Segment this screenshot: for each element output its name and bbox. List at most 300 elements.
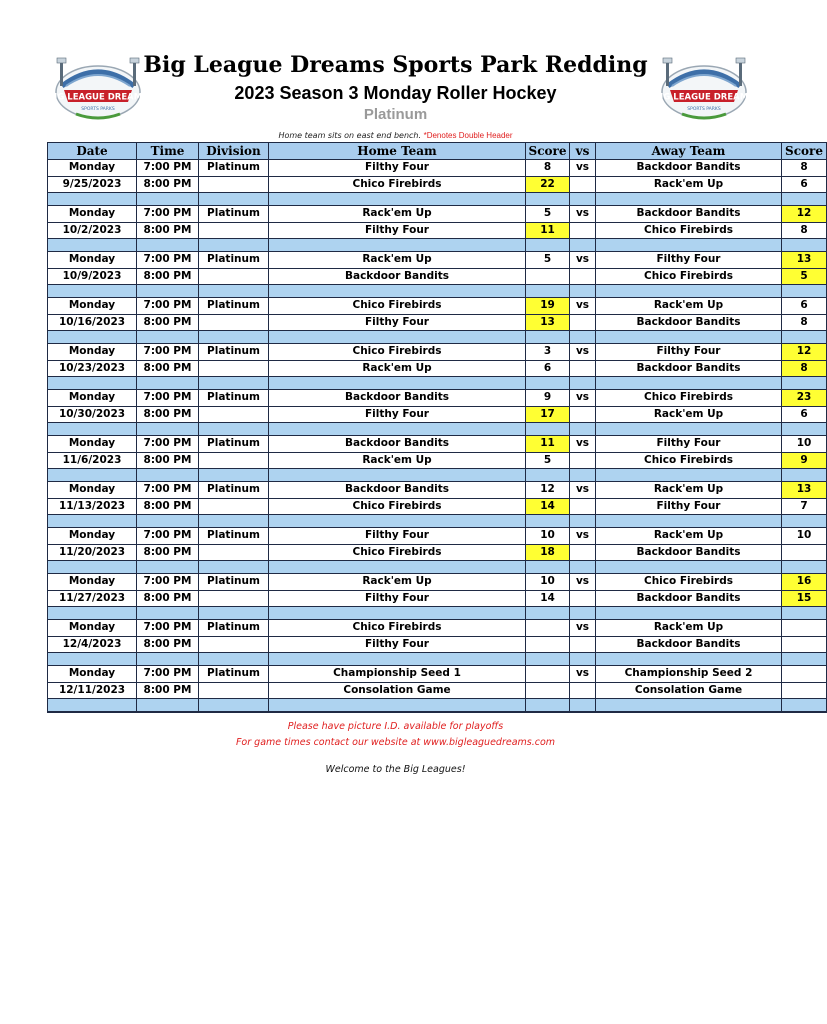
game-division bbox=[199, 636, 269, 653]
vs-label: vs bbox=[570, 528, 596, 545]
table-row bbox=[48, 222, 827, 239]
away-team: Backdoor Bandits bbox=[596, 314, 782, 331]
separator-cell bbox=[269, 423, 526, 436]
column-header-away-team: Away Team bbox=[596, 143, 782, 160]
separator-cell bbox=[137, 561, 199, 574]
game-time: 7:00 PM bbox=[137, 298, 199, 315]
game-division bbox=[199, 176, 269, 193]
home-score: 17 bbox=[526, 406, 570, 423]
away-team: Consolation Game bbox=[596, 682, 782, 699]
home-team: Rack'em Up bbox=[269, 206, 526, 223]
game-division bbox=[199, 590, 269, 607]
separator-cell bbox=[199, 239, 269, 252]
vs-label bbox=[570, 268, 596, 285]
home-team: Filthy Four bbox=[269, 160, 526, 177]
separator-cell bbox=[782, 331, 827, 344]
table-row bbox=[48, 528, 827, 545]
table-row bbox=[48, 498, 827, 515]
table-row bbox=[48, 314, 827, 331]
home-score: 8 bbox=[526, 160, 570, 177]
separator-cell bbox=[48, 653, 137, 666]
separator-cell bbox=[782, 193, 827, 206]
table-row bbox=[48, 436, 827, 453]
away-score: 16 bbox=[782, 574, 827, 591]
separator-cell bbox=[199, 561, 269, 574]
away-team: Rack'em Up bbox=[596, 482, 782, 499]
separator-cell bbox=[570, 653, 596, 666]
division-heading: Platinum bbox=[363, 106, 428, 123]
home-team: Rack'em Up bbox=[269, 452, 526, 469]
away-team: Backdoor Bandits bbox=[596, 590, 782, 607]
game-division: Platinum bbox=[199, 436, 269, 453]
game-date: 11/13/2023 bbox=[48, 498, 137, 515]
home-score bbox=[526, 666, 570, 683]
home-bench-note: Home team sits on east end bench. bbox=[278, 131, 422, 140]
table-row bbox=[48, 666, 827, 683]
game-date: Monday bbox=[48, 528, 137, 545]
game-date: Monday bbox=[48, 620, 137, 637]
home-score bbox=[526, 682, 570, 699]
separator-cell bbox=[782, 515, 827, 528]
game-date: 9/25/2023 bbox=[48, 176, 137, 193]
away-team: Championship Seed 2 bbox=[596, 666, 782, 683]
separator-cell bbox=[526, 515, 570, 528]
away-team: Backdoor Bandits bbox=[596, 160, 782, 177]
game-time: 7:00 PM bbox=[137, 666, 199, 683]
separator-cell bbox=[570, 285, 596, 298]
table-row bbox=[48, 406, 827, 423]
game-date: 11/27/2023 bbox=[48, 590, 137, 607]
separator-cell bbox=[137, 607, 199, 620]
separator-cell bbox=[269, 331, 526, 344]
page-title: Big League Dreams Sports Park Redding bbox=[143, 52, 648, 78]
separator-cell bbox=[596, 515, 782, 528]
away-team: Chico Firebirds bbox=[596, 390, 782, 407]
logo-sub-text: SPORTS PARKS bbox=[81, 107, 115, 112]
game-time: 8:00 PM bbox=[137, 682, 199, 699]
separator-cell bbox=[570, 469, 596, 482]
game-division bbox=[199, 314, 269, 331]
separator-cell bbox=[526, 699, 570, 713]
week-separator-row bbox=[48, 193, 827, 206]
separator-cell bbox=[596, 423, 782, 436]
separator-cell bbox=[48, 515, 137, 528]
home-team: Championship Seed 1 bbox=[269, 666, 526, 683]
away-score: 8 bbox=[782, 360, 827, 377]
separator-cell bbox=[596, 193, 782, 206]
away-score: 12 bbox=[782, 344, 827, 361]
away-team: Chico Firebirds bbox=[596, 574, 782, 591]
separator-cell bbox=[269, 515, 526, 528]
game-division: Platinum bbox=[199, 666, 269, 683]
week-separator-row bbox=[48, 561, 827, 574]
vs-label: vs bbox=[570, 390, 596, 407]
separator-cell bbox=[570, 377, 596, 390]
separator-cell bbox=[137, 515, 199, 528]
game-date: Monday bbox=[48, 574, 137, 591]
separator-cell bbox=[526, 193, 570, 206]
separator-cell bbox=[48, 285, 137, 298]
vs-label: vs bbox=[570, 574, 596, 591]
separator-cell bbox=[137, 653, 199, 666]
separator-cell bbox=[782, 607, 827, 620]
game-time: 8:00 PM bbox=[137, 268, 199, 285]
logo-brand-text: BIG LEAGUE DREAMS bbox=[47, 92, 149, 103]
vs-label: vs bbox=[570, 482, 596, 499]
separator-cell bbox=[526, 653, 570, 666]
separator-cell bbox=[137, 469, 199, 482]
separator-cell bbox=[137, 331, 199, 344]
away-team: Chico Firebirds bbox=[596, 268, 782, 285]
logo-brand-text: BIG LEAGUE DREAMS bbox=[653, 92, 755, 103]
home-score: 11 bbox=[526, 222, 570, 239]
week-separator-row bbox=[48, 377, 827, 390]
game-date: Monday bbox=[48, 436, 137, 453]
home-score: 5 bbox=[526, 252, 570, 269]
week-separator-row bbox=[48, 699, 827, 713]
home-score: 11 bbox=[526, 436, 570, 453]
away-score: 10 bbox=[782, 528, 827, 545]
separator-cell bbox=[48, 423, 137, 436]
game-time: 8:00 PM bbox=[137, 452, 199, 469]
home-team: Filthy Four bbox=[269, 636, 526, 653]
table-row bbox=[48, 252, 827, 269]
table-row bbox=[48, 682, 827, 699]
home-team: Rack'em Up bbox=[269, 360, 526, 377]
separator-cell bbox=[782, 561, 827, 574]
week-separator-row bbox=[48, 515, 827, 528]
separator-cell bbox=[269, 653, 526, 666]
separator-cell bbox=[137, 377, 199, 390]
table-row bbox=[48, 544, 827, 561]
separator-cell bbox=[570, 607, 596, 620]
game-division bbox=[199, 452, 269, 469]
separator-cell bbox=[782, 239, 827, 252]
table-row bbox=[48, 620, 827, 637]
home-team: Filthy Four bbox=[269, 406, 526, 423]
separator-cell bbox=[526, 607, 570, 620]
separator-cell bbox=[782, 285, 827, 298]
away-score: 13 bbox=[782, 252, 827, 269]
game-division bbox=[199, 222, 269, 239]
home-score: 19 bbox=[526, 298, 570, 315]
separator-cell bbox=[596, 377, 782, 390]
vs-label: vs bbox=[570, 206, 596, 223]
home-score bbox=[526, 620, 570, 637]
separator-cell bbox=[596, 653, 782, 666]
away-score bbox=[782, 682, 827, 699]
game-date: Monday bbox=[48, 298, 137, 315]
home-score: 5 bbox=[526, 206, 570, 223]
vs-label: vs bbox=[570, 344, 596, 361]
away-score: 23 bbox=[782, 390, 827, 407]
separator-cell bbox=[199, 699, 269, 713]
separator-cell bbox=[526, 561, 570, 574]
away-score: 12 bbox=[782, 206, 827, 223]
game-date: 11/20/2023 bbox=[48, 544, 137, 561]
game-division: Platinum bbox=[199, 206, 269, 223]
game-time: 8:00 PM bbox=[137, 544, 199, 561]
game-time: 7:00 PM bbox=[137, 574, 199, 591]
vs-label bbox=[570, 222, 596, 239]
home-score: 10 bbox=[526, 528, 570, 545]
separator-cell bbox=[526, 239, 570, 252]
game-division: Platinum bbox=[199, 298, 269, 315]
home-score: 3 bbox=[526, 344, 570, 361]
home-score: 18 bbox=[526, 544, 570, 561]
website-note: For game times contact our website at www.bigleaguedreams.com bbox=[235, 737, 556, 748]
home-team: Filthy Four bbox=[269, 590, 526, 607]
away-team: Filthy Four bbox=[596, 344, 782, 361]
away-team: Backdoor Bandits bbox=[596, 206, 782, 223]
game-division: Platinum bbox=[199, 252, 269, 269]
table-row bbox=[48, 176, 827, 193]
game-date: 10/23/2023 bbox=[48, 360, 137, 377]
away-score bbox=[782, 636, 827, 653]
away-score: 5 bbox=[782, 268, 827, 285]
game-date: Monday bbox=[48, 666, 137, 683]
vs-label: vs bbox=[570, 252, 596, 269]
away-team: Rack'em Up bbox=[596, 406, 782, 423]
separator-cell bbox=[48, 561, 137, 574]
vs-label bbox=[570, 314, 596, 331]
game-date: 12/11/2023 bbox=[48, 682, 137, 699]
separator-cell bbox=[782, 469, 827, 482]
separator-cell bbox=[137, 193, 199, 206]
table-header-row bbox=[48, 143, 827, 160]
column-header-time: Time bbox=[137, 143, 199, 160]
game-date: Monday bbox=[48, 482, 137, 499]
separator-cell bbox=[199, 285, 269, 298]
separator-cell bbox=[596, 699, 782, 713]
home-team: Backdoor Bandits bbox=[269, 390, 526, 407]
vs-label bbox=[570, 176, 596, 193]
game-date: 10/9/2023 bbox=[48, 268, 137, 285]
home-score: 22 bbox=[526, 176, 570, 193]
home-team: Backdoor Bandits bbox=[269, 268, 526, 285]
table-row bbox=[48, 206, 827, 223]
separator-cell bbox=[269, 239, 526, 252]
separator-cell bbox=[782, 699, 827, 713]
week-separator-row bbox=[48, 239, 827, 252]
week-separator-row bbox=[48, 423, 827, 436]
game-time: 7:00 PM bbox=[137, 206, 199, 223]
table-row bbox=[48, 390, 827, 407]
week-separator-row bbox=[48, 331, 827, 344]
table-row bbox=[48, 298, 827, 315]
home-team: Rack'em Up bbox=[269, 252, 526, 269]
game-date: Monday bbox=[48, 206, 137, 223]
away-team: Filthy Four bbox=[596, 498, 782, 515]
column-header-home-score: Score bbox=[526, 143, 570, 160]
table-row bbox=[48, 482, 827, 499]
column-header-away-score: Score bbox=[782, 143, 827, 160]
separator-cell bbox=[137, 239, 199, 252]
separator-cell bbox=[570, 561, 596, 574]
separator-cell bbox=[137, 423, 199, 436]
separator-cell bbox=[782, 653, 827, 666]
away-team: Rack'em Up bbox=[596, 176, 782, 193]
game-date: Monday bbox=[48, 252, 137, 269]
schedule-body bbox=[48, 160, 827, 713]
separator-cell bbox=[199, 515, 269, 528]
separator-cell bbox=[596, 239, 782, 252]
home-team: Chico Firebirds bbox=[269, 176, 526, 193]
away-score: 10 bbox=[782, 436, 827, 453]
home-score: 5 bbox=[526, 452, 570, 469]
separator-cell bbox=[269, 469, 526, 482]
home-score: 12 bbox=[526, 482, 570, 499]
separator-cell bbox=[269, 377, 526, 390]
away-team: Rack'em Up bbox=[596, 620, 782, 637]
schedule-table bbox=[47, 142, 827, 713]
game-division: Platinum bbox=[199, 574, 269, 591]
game-time: 8:00 PM bbox=[137, 360, 199, 377]
week-separator-row bbox=[48, 653, 827, 666]
playoff-id-note: Please have picture I.D. available for playoffs bbox=[287, 721, 504, 732]
table-row bbox=[48, 636, 827, 653]
table-row bbox=[48, 160, 827, 177]
separator-cell bbox=[137, 285, 199, 298]
separator-cell bbox=[269, 285, 526, 298]
game-date: 11/6/2023 bbox=[48, 452, 137, 469]
game-date: 10/30/2023 bbox=[48, 406, 137, 423]
vs-label: vs bbox=[570, 160, 596, 177]
home-team: Backdoor Bandits bbox=[269, 482, 526, 499]
separator-cell bbox=[199, 331, 269, 344]
separator-cell bbox=[570, 515, 596, 528]
page-subtitle: 2023 Season 3 Monday Roller Hockey bbox=[234, 83, 557, 103]
separator-cell bbox=[570, 193, 596, 206]
game-time: 7:00 PM bbox=[137, 482, 199, 499]
game-division bbox=[199, 268, 269, 285]
home-score: 10 bbox=[526, 574, 570, 591]
separator-cell bbox=[782, 377, 827, 390]
game-time: 7:00 PM bbox=[137, 160, 199, 177]
logo-sub-text: SPORTS PARKS bbox=[687, 107, 721, 112]
separator-cell bbox=[199, 607, 269, 620]
vs-label: vs bbox=[570, 620, 596, 637]
game-date: 10/2/2023 bbox=[48, 222, 137, 239]
separator-cell bbox=[48, 377, 137, 390]
home-score: 6 bbox=[526, 360, 570, 377]
home-team: Backdoor Bandits bbox=[269, 436, 526, 453]
away-score bbox=[782, 544, 827, 561]
game-division bbox=[199, 682, 269, 699]
game-division bbox=[199, 406, 269, 423]
away-team: Rack'em Up bbox=[596, 528, 782, 545]
bench-note bbox=[0, 131, 791, 140]
game-date: Monday bbox=[48, 344, 137, 361]
separator-cell bbox=[269, 699, 526, 713]
game-time: 7:00 PM bbox=[137, 344, 199, 361]
away-team: Filthy Four bbox=[596, 436, 782, 453]
away-score: 8 bbox=[782, 160, 827, 177]
game-division: Platinum bbox=[199, 620, 269, 637]
game-time: 8:00 PM bbox=[137, 406, 199, 423]
away-score: 8 bbox=[782, 222, 827, 239]
away-score: 8 bbox=[782, 314, 827, 331]
table-row bbox=[48, 590, 827, 607]
game-date: 10/16/2023 bbox=[48, 314, 137, 331]
away-team: Filthy Four bbox=[596, 252, 782, 269]
separator-cell bbox=[48, 239, 137, 252]
separator-cell bbox=[199, 377, 269, 390]
away-score: 6 bbox=[782, 298, 827, 315]
away-team: Backdoor Bandits bbox=[596, 636, 782, 653]
vs-label bbox=[570, 544, 596, 561]
separator-cell bbox=[48, 331, 137, 344]
separator-cell bbox=[526, 423, 570, 436]
game-time: 7:00 PM bbox=[137, 436, 199, 453]
separator-cell bbox=[269, 193, 526, 206]
home-team: Chico Firebirds bbox=[269, 344, 526, 361]
separator-cell bbox=[526, 331, 570, 344]
away-score bbox=[782, 620, 827, 637]
separator-cell bbox=[596, 285, 782, 298]
game-time: 8:00 PM bbox=[137, 176, 199, 193]
away-team: Rack'em Up bbox=[596, 298, 782, 315]
column-header-home-team: Home Team bbox=[269, 143, 526, 160]
separator-cell bbox=[137, 699, 199, 713]
separator-cell bbox=[199, 193, 269, 206]
separator-cell bbox=[48, 699, 137, 713]
home-score: 13 bbox=[526, 314, 570, 331]
home-score: 14 bbox=[526, 590, 570, 607]
column-header-vs: vs bbox=[570, 143, 596, 160]
separator-cell bbox=[570, 239, 596, 252]
home-team: Chico Firebirds bbox=[269, 298, 526, 315]
home-team: Rack'em Up bbox=[269, 574, 526, 591]
table-row bbox=[48, 452, 827, 469]
separator-cell bbox=[782, 423, 827, 436]
column-header-date: Date bbox=[48, 143, 137, 160]
away-score: 15 bbox=[782, 590, 827, 607]
vs-label: vs bbox=[570, 666, 596, 683]
separator-cell bbox=[48, 193, 137, 206]
separator-cell bbox=[570, 423, 596, 436]
home-team: Filthy Four bbox=[269, 528, 526, 545]
separator-cell bbox=[199, 469, 269, 482]
vs-label bbox=[570, 682, 596, 699]
separator-cell bbox=[199, 423, 269, 436]
game-time: 7:00 PM bbox=[137, 528, 199, 545]
vs-label: vs bbox=[570, 298, 596, 315]
game-division bbox=[199, 498, 269, 515]
home-score: 9 bbox=[526, 390, 570, 407]
away-score: 13 bbox=[782, 482, 827, 499]
game-division: Platinum bbox=[199, 344, 269, 361]
vs-label bbox=[570, 452, 596, 469]
game-division: Platinum bbox=[199, 390, 269, 407]
separator-cell bbox=[48, 469, 137, 482]
table-row bbox=[48, 268, 827, 285]
welcome-note: Welcome to the Big Leagues! bbox=[325, 764, 466, 775]
vs-label bbox=[570, 636, 596, 653]
separator-cell bbox=[199, 653, 269, 666]
away-score: 6 bbox=[782, 176, 827, 193]
home-team: Chico Firebirds bbox=[269, 620, 526, 637]
game-time: 7:00 PM bbox=[137, 390, 199, 407]
game-time: 8:00 PM bbox=[137, 498, 199, 515]
away-score: 7 bbox=[782, 498, 827, 515]
game-time: 8:00 PM bbox=[137, 590, 199, 607]
separator-cell bbox=[526, 377, 570, 390]
separator-cell bbox=[526, 285, 570, 298]
away-team: Backdoor Bandits bbox=[596, 544, 782, 561]
away-score bbox=[782, 666, 827, 683]
game-date: Monday bbox=[48, 160, 137, 177]
